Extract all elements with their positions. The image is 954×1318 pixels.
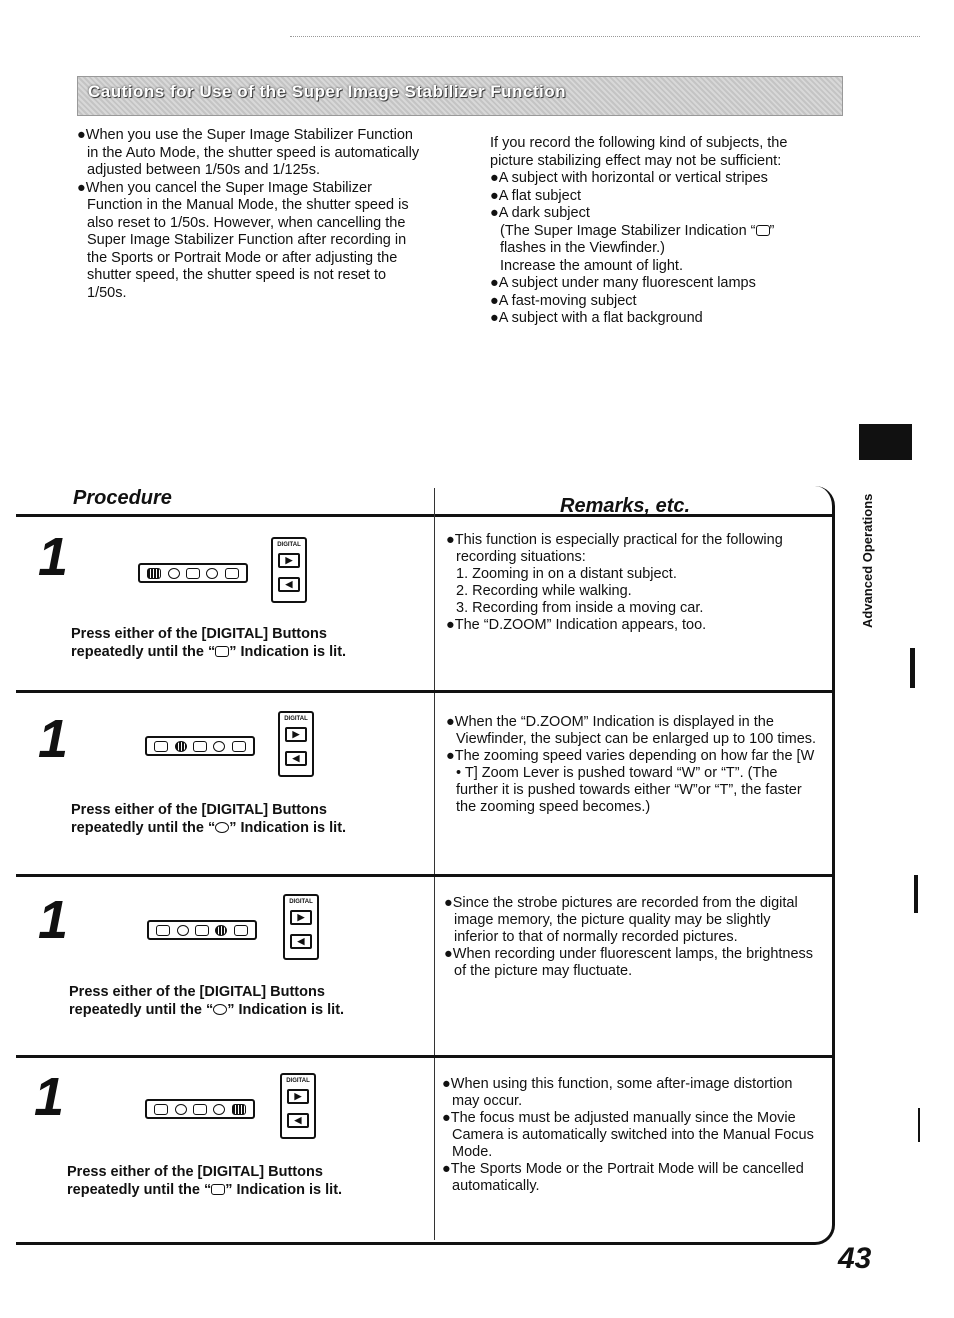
instruction-line: Press either of the [DIGITAL] Buttons bbox=[71, 626, 327, 642]
remarks-heading: Remarks, etc. bbox=[560, 495, 691, 517]
digital-down-button[interactable]: ◀ bbox=[285, 751, 307, 766]
instruction-line: ” Indication is lit. bbox=[229, 644, 347, 660]
instruction-line: ” Indication is lit. bbox=[227, 1002, 345, 1018]
step-number: 1 bbox=[38, 890, 69, 950]
zoom-icon bbox=[215, 822, 229, 833]
mode-indicator-strip bbox=[147, 916, 257, 940]
table-row-rule bbox=[16, 690, 834, 693]
instruction-line: Press either of the [DIGITAL] Buttons bbox=[71, 802, 327, 818]
digital-up-button[interactable]: ▶ bbox=[285, 727, 307, 742]
instruction-line: repeatedly until the “ bbox=[69, 1002, 214, 1018]
zoom-icon bbox=[168, 568, 180, 579]
digital-up-button[interactable]: ▶ bbox=[278, 553, 300, 568]
step-remarks bbox=[446, 714, 818, 816]
caution-note bbox=[490, 223, 820, 258]
digital-down-button[interactable]: ◀ bbox=[287, 1113, 309, 1128]
caution-right-item: ●A subject under many fluorescent lamps bbox=[490, 275, 756, 291]
remark-item: ●This function is especially practical for the following recording situations: bbox=[446, 532, 783, 565]
step-number: 1 bbox=[38, 527, 69, 587]
table-column-divider bbox=[434, 488, 435, 1240]
digital-label: DIGITAL bbox=[286, 1078, 310, 1084]
margin-mark bbox=[910, 648, 915, 688]
page-number: 43 bbox=[838, 1242, 872, 1275]
caution-text: A subject under many fluorescent lamps bbox=[498, 275, 756, 291]
mode-indicator-strip bbox=[138, 559, 248, 583]
remark-subitem: 2. Recording while walking. bbox=[456, 583, 632, 599]
step-remarks bbox=[442, 1076, 814, 1195]
step-number: 1 bbox=[38, 709, 69, 769]
stabilizer-icon bbox=[156, 925, 170, 936]
instruction-line: ” Indication is lit. bbox=[225, 1182, 343, 1198]
digital-down-button[interactable]: ◀ bbox=[290, 934, 312, 949]
instruction-line: repeatedly until the “ bbox=[71, 820, 216, 836]
remark-item: ●The Sports Mode or the Portrait Mode will be cancelled automatically. bbox=[442, 1161, 804, 1194]
caution-left-item: ●When you cancel the Super Image Stabilizer Function in the Manual Mode, the shutter speed is also reset to 1/50s. However, when cancelling the Super Image Stabilizer Function after recording in the Sports or Portrait Mode or after adjusting the shutter speed, the shutter speed is not reset to 1/50s. bbox=[77, 179, 409, 301]
instruction-line: ” Indication is lit. bbox=[229, 820, 347, 836]
stabilizer-icon bbox=[154, 741, 168, 752]
gain-icon bbox=[213, 741, 225, 752]
instruction-line: Press either of the [DIGITAL] Buttons bbox=[67, 1164, 323, 1180]
trail-icon bbox=[232, 1095, 246, 1115]
caution-left-item: ●When you use the Super Image Stabilizer Function in the Auto Mode, the shutter speed is automatically adjusted between 1/50s and 1/125s. bbox=[77, 127, 420, 178]
digital-button-panel bbox=[283, 894, 319, 960]
remark-text: The focus must be adjusted manually since the Movie Camera is automatically switched into the Manual Focus Mode. bbox=[450, 1110, 814, 1160]
instruction-line: repeatedly until the “ bbox=[67, 1182, 212, 1198]
step-remarks bbox=[444, 895, 816, 980]
remark-item: ●The “D.ZOOM” Indication appears, too. bbox=[446, 617, 707, 633]
strobe-icon bbox=[195, 925, 209, 936]
caution-note-text: (The Super Image Stabilizer Indication “ bbox=[500, 222, 756, 239]
procedure-heading: Procedure bbox=[73, 487, 172, 509]
remark-item: ●When recording under fluorescent lamps, the brightness of the picture may fluctuate. bbox=[444, 946, 814, 979]
remark-text: Since the strobe pictures are recorded from the digital image memory, the picture quality may be slightly inferior to that of normally recorded pictures. bbox=[452, 895, 798, 945]
cautions-right bbox=[490, 135, 820, 328]
digital-button-panel bbox=[271, 537, 307, 603]
stabilizer-icon bbox=[756, 225, 770, 236]
trail-icon bbox=[225, 568, 239, 579]
table-row-rule bbox=[16, 1055, 834, 1058]
instruction-line: Press either of the [DIGITAL] Buttons bbox=[69, 984, 325, 1000]
side-section-label: Advanced Operations bbox=[860, 493, 875, 628]
trail-icon bbox=[232, 741, 246, 752]
digital-button-panel bbox=[278, 711, 314, 777]
lit-rays: ··· bbox=[216, 916, 228, 926]
step-instruction bbox=[69, 983, 344, 1019]
remark-subitem: 1. Zooming in on a distant subject. bbox=[456, 566, 677, 582]
gain-icon bbox=[206, 568, 218, 579]
top-dotted-rule bbox=[290, 36, 920, 37]
remark-item: ●The focus must be adjusted manually since the Movie Camera is automatically switched into the Manual Focus Mode. bbox=[442, 1110, 814, 1160]
lit-rays: ··· bbox=[232, 1095, 244, 1105]
digital-down-button[interactable]: ◀ bbox=[278, 577, 300, 592]
gain-icon bbox=[215, 916, 228, 936]
mode-indicator-strip bbox=[145, 732, 255, 756]
caution-text: A flat subject bbox=[498, 187, 581, 204]
cautions-left bbox=[77, 127, 422, 302]
remark-subitem: 3. Recording from inside a moving car. bbox=[456, 600, 704, 616]
stabilizer-icon bbox=[147, 559, 161, 579]
caution-text: A subject with horizontal or vertical stripes bbox=[498, 170, 768, 186]
remark-text: When the “D.ZOOM” Indication is displayed in the Viewfinder, the subject can be enlarged up to 100 times. bbox=[454, 714, 817, 747]
remark-item: ●Since the strobe pictures are recorded from the digital image memory, the picture quality may be slightly inferior to that of normally recorded pictures. bbox=[444, 895, 798, 945]
caution-note-text: ” flashes in the Viewfinder.) bbox=[500, 222, 775, 256]
stabilizer-icon bbox=[215, 646, 229, 657]
digital-up-button[interactable]: ▶ bbox=[287, 1089, 309, 1104]
banner-title: Cautions for Use of the Super Image Stabilizer Function bbox=[88, 82, 567, 101]
remark-item: ●The zooming speed varies depending on how far the [W • T] Zoom Lever is pushed toward “W” or “T”. (The further it is pushed towards either “W”or “T”, the faster the zooming speed becomes.) bbox=[446, 748, 815, 815]
strobe-icon bbox=[193, 1104, 207, 1115]
caution-intro: If you record the following kind of subjects, the picture stabilizing effect may not be sufficient: bbox=[490, 135, 788, 169]
zoom-icon bbox=[175, 732, 187, 752]
digital-label: DIGITAL bbox=[277, 542, 301, 548]
remark-item: ●When the “D.ZOOM” Indication is displayed in the Viewfinder, the subject can be enlarged up to 100 times. bbox=[446, 714, 817, 747]
caution-right-item: ●A dark subject bbox=[490, 205, 590, 221]
step-instruction bbox=[71, 801, 346, 837]
step-instruction bbox=[67, 1163, 342, 1199]
gain-icon bbox=[213, 1004, 227, 1015]
lit-rays: ··· bbox=[148, 559, 160, 569]
trail-icon bbox=[234, 925, 248, 936]
gain-icon bbox=[213, 1104, 225, 1115]
remark-item: ●When using this function, some after-image distortion may occur. bbox=[442, 1076, 793, 1109]
section-banner bbox=[77, 76, 843, 116]
digital-label: DIGITAL bbox=[289, 899, 313, 905]
caution-text: A dark subject bbox=[498, 205, 590, 221]
caution-right-item: ●A flat subject bbox=[490, 187, 581, 204]
section-tab bbox=[859, 424, 912, 460]
digital-up-button[interactable]: ▶ bbox=[290, 910, 312, 925]
caution-text: A fast-moving subject bbox=[498, 292, 637, 309]
lit-rays: ··· bbox=[175, 732, 187, 742]
caution-text: A subject with a flat background bbox=[498, 310, 703, 326]
caution-right-item: ●A subject with a flat background bbox=[490, 310, 703, 326]
stabilizer-icon bbox=[154, 1104, 168, 1115]
remark-text: The zooming speed varies depending on how far the [W • T] Zoom Lever is pushed toward “W” or “T”. (The further it is pushed towards either “W”or “T”, the faster the zooming speed becomes.) bbox=[454, 748, 815, 815]
caution-right-item: ●A subject with horizontal or vertical stripes bbox=[490, 170, 768, 186]
strobe-icon bbox=[186, 568, 200, 579]
table-row-rule bbox=[16, 874, 834, 877]
remark-text: When recording under fluorescent lamps, the brightness of the picture may fluctuate. bbox=[452, 946, 814, 979]
remark-text: The Sports Mode or the Portrait Mode will be cancelled automatically. bbox=[450, 1161, 804, 1194]
remark-text: When using this function, some after-image distortion may occur. bbox=[450, 1076, 793, 1109]
margin-mark bbox=[914, 875, 918, 913]
table-header-rule bbox=[16, 514, 834, 517]
caution-right-item: ●A fast-moving subject bbox=[490, 292, 637, 309]
remark-text: This function is especially practical for the following recording situations: bbox=[454, 532, 783, 565]
step-instruction bbox=[71, 625, 346, 661]
instruction-line: repeatedly until the “ bbox=[71, 644, 216, 660]
digital-label: DIGITAL bbox=[284, 716, 308, 722]
trail-icon bbox=[211, 1184, 225, 1195]
digital-button-panel bbox=[280, 1073, 316, 1139]
step-number: 1 bbox=[34, 1067, 65, 1127]
caution-text: When you cancel the Super Image Stabilizer Function in the Manual Mode, the shutter speed is also reset to 1/50s. However, when cancelling the Super Image Stabilizer Function after recording in the Sports or Portrait Mode or after adjusting the shutter speed, the shutter speed is not reset to 1/50s. bbox=[85, 179, 409, 301]
mode-indicator-strip bbox=[145, 1095, 255, 1119]
remark-text: The “D.ZOOM” Indication appears, too. bbox=[454, 617, 707, 633]
caution-note: Increase the amount of light. bbox=[500, 257, 683, 274]
strobe-icon bbox=[193, 741, 207, 752]
zoom-icon bbox=[177, 925, 189, 936]
margin-mark bbox=[918, 1108, 920, 1142]
zoom-icon bbox=[175, 1104, 187, 1115]
caution-text: When you use the Super Image Stabilizer Function in the Auto Mode, the shutter speed is automatically adjusted between 1/50s and 1/125s. bbox=[85, 127, 420, 178]
step-remarks bbox=[446, 532, 818, 634]
